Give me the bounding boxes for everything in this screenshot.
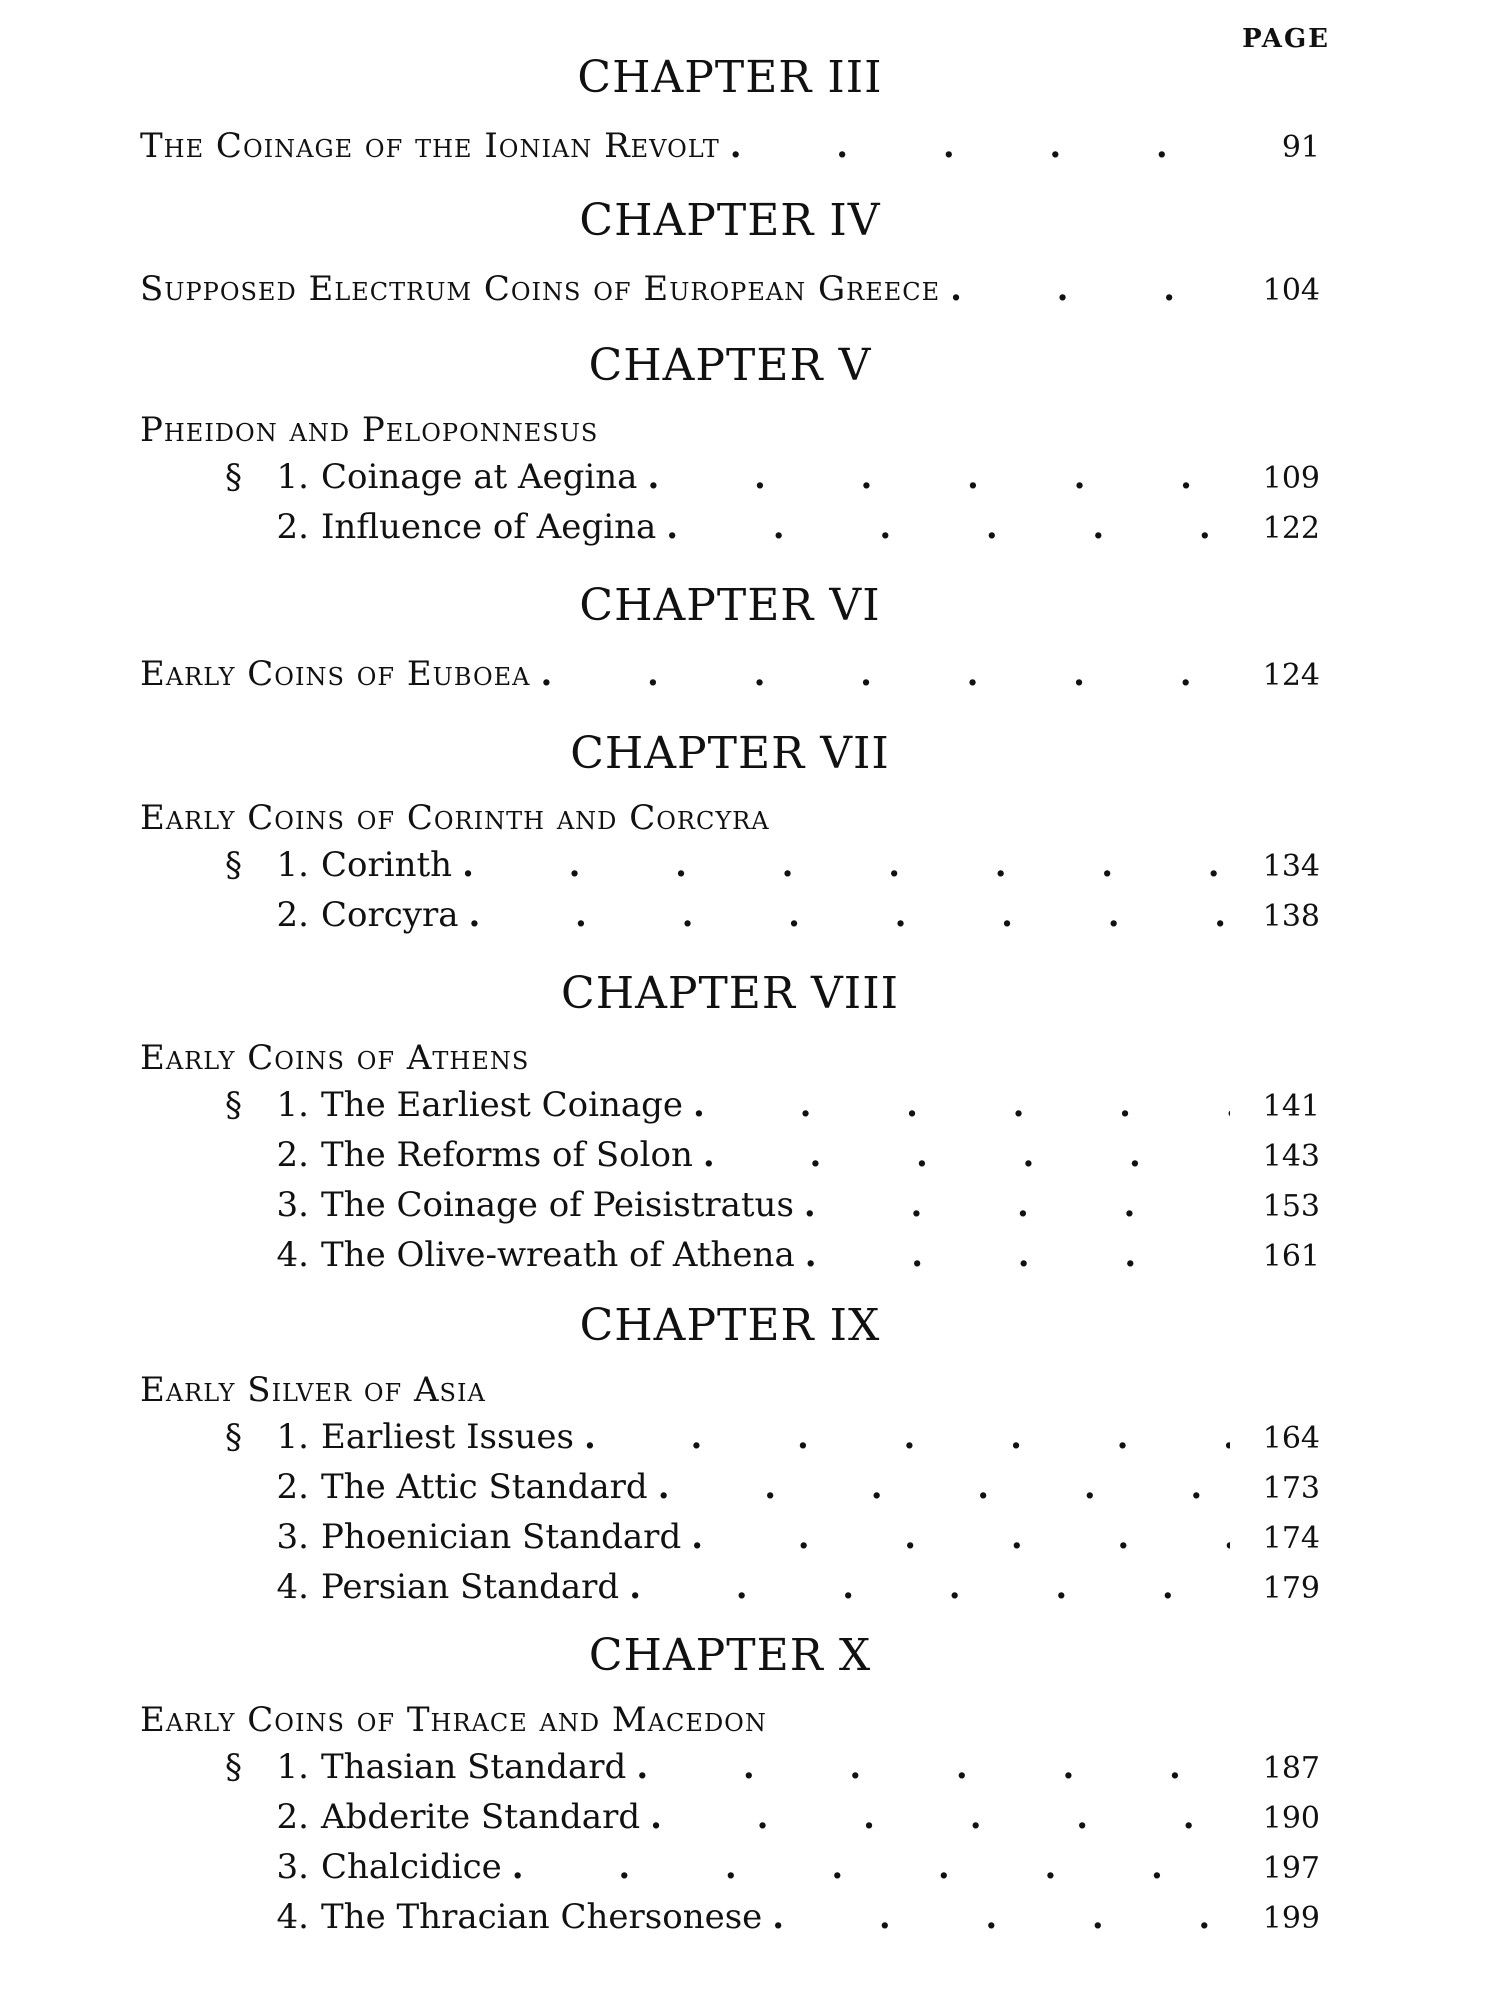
toc-subentry[interactable] — [140, 1893, 1320, 1943]
chapter-8 — [140, 968, 1320, 1281]
page-number: 91 — [1281, 130, 1320, 165]
page-number: 164 — [1262, 1421, 1320, 1456]
page-number: 179 — [1262, 1571, 1320, 1606]
subentry-index: 1. — [276, 1417, 309, 1457]
section-title: Pheidon and Peloponnesus — [140, 410, 599, 450]
page-number: 104 — [1262, 273, 1320, 308]
dot-leader — [636, 1743, 1230, 1791]
subentry-index: 4. — [276, 1235, 309, 1275]
subentry-title: Influence of Aegina — [321, 507, 657, 547]
page-number: 199 — [1262, 1901, 1320, 1936]
subentry-index: 1. — [276, 1747, 309, 1787]
section-mark: § — [225, 1747, 242, 1787]
subentry-index: 1. — [276, 1085, 309, 1125]
chapter-heading: CHAPTER IV — [579, 195, 881, 246]
section-title: Early Coins of Athens — [140, 1038, 530, 1078]
subentry-title: Persian Standard — [321, 1567, 620, 1607]
subentry-title: The Olive-wreath of Athena — [321, 1235, 795, 1275]
subentry-index: 4. — [276, 1567, 309, 1607]
page-number: 174 — [1262, 1521, 1320, 1556]
dot-leader — [666, 503, 1230, 551]
toc-subentry[interactable] — [140, 1793, 1320, 1843]
section-title: Early Silver of Asia — [140, 1370, 486, 1410]
subentry-index: 2. — [276, 507, 309, 547]
section-mark: § — [225, 457, 242, 497]
subentry-index: 2. — [276, 1797, 309, 1837]
section-title: Early Coins of Thrace and Macedon — [140, 1700, 767, 1740]
dot-leader — [469, 891, 1230, 939]
page-number: 187 — [1262, 1751, 1320, 1786]
subentry-title: The Reforms of Solon — [321, 1135, 693, 1175]
subentry-title: The Thracian Chersonese — [321, 1897, 763, 1937]
toc-entry[interactable] — [140, 651, 1320, 699]
section-title: Early Coins of Corinth and Corcyra — [140, 798, 770, 838]
dot-leader — [462, 841, 1230, 889]
page-number: 134 — [1262, 849, 1320, 884]
dot-leader — [512, 1843, 1230, 1891]
subentry-index: 3. — [276, 1517, 309, 1557]
dot-leader — [703, 1131, 1230, 1179]
chapter-heading: CHAPTER III — [577, 52, 883, 103]
subentry-title: Corinth — [321, 845, 453, 885]
subentry-title: The Earliest Coinage — [321, 1085, 684, 1125]
chapter-heading: CHAPTER IX — [579, 1300, 881, 1351]
dot-leader — [730, 123, 1230, 169]
chapter-3 — [140, 52, 1320, 171]
subentry-index: 1. — [276, 457, 309, 497]
dot-leader — [541, 651, 1231, 697]
entry-title: The Coinage of the Ionian Revolt — [140, 126, 720, 166]
subentry-index: 1. — [276, 845, 309, 885]
page-number: 122 — [1262, 511, 1320, 546]
entry-title: Supposed Electrum Coins of European Greece — [140, 269, 941, 309]
subentry-title: The Attic Standard — [321, 1467, 648, 1507]
toc-subentry[interactable] — [140, 453, 1320, 503]
chapter-heading: CHAPTER X — [588, 1630, 872, 1681]
page-number: 197 — [1262, 1851, 1320, 1886]
toc-subentry[interactable] — [140, 1181, 1320, 1231]
toc-entry[interactable] — [140, 123, 1320, 171]
subentry-title: Abderite Standard — [321, 1797, 641, 1837]
subentry-title: Earliest Issues — [321, 1417, 574, 1457]
chapter-4 — [140, 195, 1320, 314]
subentry-index: 2. — [276, 1135, 309, 1175]
page-number: 173 — [1262, 1471, 1320, 1506]
section-mark: § — [225, 1417, 242, 1457]
subentry-index: 3. — [276, 1185, 309, 1225]
subentry-title: Chalcidice — [321, 1847, 502, 1887]
page-number: 143 — [1262, 1139, 1320, 1174]
subentry-title: Thasian Standard — [321, 1747, 627, 1787]
toc-subentry[interactable] — [140, 841, 1320, 891]
page-column-label: PAGE — [1242, 24, 1330, 54]
toc-subentry[interactable] — [140, 1413, 1320, 1463]
subentry-index: 2. — [276, 895, 309, 935]
subentry-title: Phoenician Standard — [321, 1517, 682, 1557]
page-number: 109 — [1262, 461, 1320, 496]
dot-leader — [584, 1413, 1230, 1461]
dot-leader — [805, 1231, 1230, 1279]
toc-subentry[interactable] — [140, 1231, 1320, 1281]
chapter-10 — [140, 1630, 1320, 1943]
dot-leader — [658, 1463, 1230, 1511]
subentry-index: 2. — [276, 1467, 309, 1507]
dot-leader — [629, 1563, 1230, 1611]
toc-subentry[interactable] — [140, 1743, 1320, 1793]
subentry-title: Corcyra — [321, 895, 459, 935]
toc-subentry[interactable] — [140, 1843, 1320, 1893]
dot-leader — [950, 266, 1230, 312]
toc-subentry[interactable] — [140, 503, 1320, 553]
section-mark: § — [225, 845, 242, 885]
chapter-heading: CHAPTER VIII — [561, 968, 899, 1019]
chapter-5 — [140, 340, 1320, 553]
subentry-title: Coinage at Aegina — [321, 457, 638, 497]
chapter-7 — [140, 728, 1320, 941]
dot-leader — [693, 1081, 1230, 1129]
toc-subentry[interactable] — [140, 891, 1320, 941]
toc-entry[interactable] — [140, 266, 1320, 314]
subentry-index: 3. — [276, 1847, 309, 1887]
page-number: 141 — [1262, 1089, 1320, 1124]
chapter-heading: CHAPTER VI — [579, 580, 881, 631]
subentry-index: 4. — [276, 1897, 309, 1937]
entry-title: Early Coins of Euboea — [140, 654, 531, 694]
chapter-heading: CHAPTER VII — [570, 728, 890, 779]
subentry-title: The Coinage of Peisistratus — [321, 1185, 794, 1225]
section-mark: § — [225, 1085, 242, 1125]
chapter-heading: CHAPTER V — [588, 340, 872, 391]
chapter-9 — [140, 1300, 1320, 1613]
page-number: 190 — [1262, 1801, 1320, 1836]
page-number: 153 — [1262, 1189, 1320, 1224]
toc-subentry[interactable] — [140, 1563, 1320, 1613]
page-number: 124 — [1262, 658, 1320, 693]
chapter-6 — [140, 580, 1320, 699]
dot-leader — [772, 1893, 1230, 1941]
dot-leader — [691, 1513, 1230, 1561]
toc-subentry[interactable] — [140, 1081, 1320, 1131]
page-number: 161 — [1262, 1239, 1320, 1274]
dot-leader — [804, 1181, 1230, 1229]
dot-leader — [647, 453, 1230, 501]
page-number: 138 — [1262, 899, 1320, 934]
toc-subentry[interactable] — [140, 1131, 1320, 1181]
dot-leader — [650, 1793, 1230, 1841]
toc-subentry[interactable] — [140, 1513, 1320, 1563]
toc-subentry[interactable] — [140, 1463, 1320, 1513]
